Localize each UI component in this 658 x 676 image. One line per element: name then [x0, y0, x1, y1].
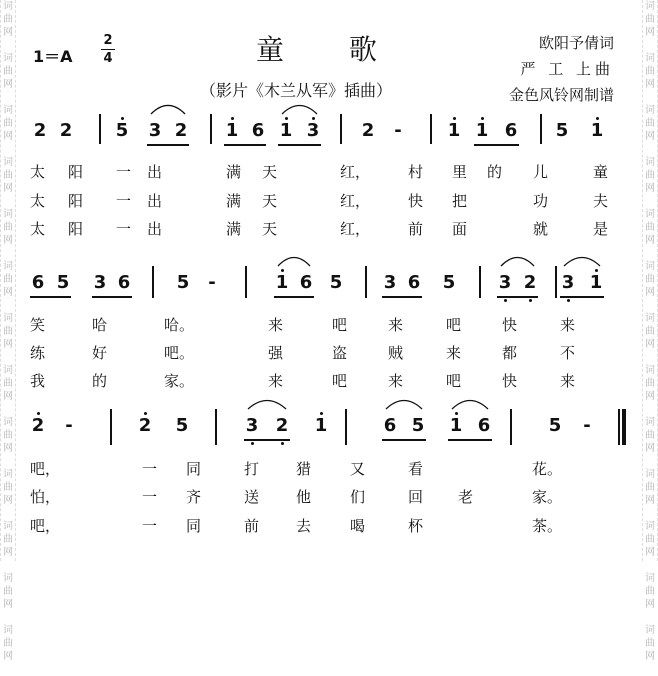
lyric-syllable: 来: [268, 372, 284, 390]
watermark-char: 词: [3, 261, 13, 272]
watermark-char: 网: [645, 391, 655, 402]
slur-arc: [386, 398, 422, 410]
watermark-char: 曲: [645, 14, 655, 25]
barline: [110, 409, 112, 445]
lyric-syllable: 一: [116, 192, 132, 210]
octave-dot: [231, 117, 234, 120]
barline: [365, 266, 367, 298]
note: 6: [504, 120, 518, 141]
watermark-char: 曲: [645, 274, 655, 285]
watermark-right: [642, 0, 658, 662]
watermark-char: 词: [645, 573, 655, 584]
lyric-syllable: 他: [296, 488, 312, 506]
lyric-syllable: 太: [30, 192, 46, 210]
lyric-syllable: 老: [458, 488, 474, 506]
barline: [99, 114, 101, 144]
note: 6: [383, 415, 397, 436]
note: 3: [93, 272, 107, 293]
slur-arc: [278, 255, 310, 267]
watermark-char: 曲: [3, 638, 13, 649]
note: 6: [117, 272, 131, 293]
time-signature: [101, 33, 115, 66]
octave-dot: [320, 412, 323, 415]
lyricist-credit: 欧阳予倩词: [538, 34, 614, 52]
watermark-char: 曲: [3, 534, 13, 545]
note: 2: [361, 120, 375, 141]
lyric-syllable: 打: [244, 460, 260, 478]
lyric-syllable: 的: [487, 163, 503, 181]
watermark-char: 曲: [645, 378, 655, 389]
note: 3: [561, 272, 575, 293]
watermark-char: 网: [3, 495, 13, 506]
lyric-syllable: 天: [262, 192, 278, 210]
note: 3: [498, 272, 512, 293]
watermark-char: 曲: [645, 534, 655, 545]
lyric-syllable: 出: [147, 163, 163, 181]
lyric-syllable: 喝: [350, 517, 366, 535]
octave-dot: [567, 299, 570, 302]
watermark-char: 网: [3, 651, 13, 662]
lyric-syllable: 杯: [408, 517, 424, 535]
watermark-char: 网: [645, 79, 655, 90]
note: 2: [31, 415, 45, 436]
lyric-syllable: 太: [30, 163, 46, 181]
note: 2: [33, 120, 47, 141]
watermark-char: 词: [3, 625, 13, 636]
lyric-syllable: 练: [30, 344, 46, 362]
watermark-char: 网: [3, 235, 13, 246]
note: 5: [56, 272, 70, 293]
slur-arc: [501, 255, 534, 267]
lyric-syllable: 看: [408, 460, 424, 478]
beam-line: [274, 296, 314, 298]
watermark-char: 网: [3, 287, 13, 298]
watermark-char: 网: [3, 599, 13, 610]
note: 1: [225, 120, 239, 141]
song-title: 童 歌: [256, 33, 405, 66]
lyric-syllable: 红，: [340, 192, 371, 210]
note: 2: [59, 120, 73, 141]
watermark-char: 词: [645, 157, 655, 168]
watermark-char: 网: [645, 131, 655, 142]
barline: [479, 266, 481, 298]
watermark-char: 词: [3, 157, 13, 168]
note: -: [394, 120, 402, 141]
lyric-syllable: 来: [388, 372, 404, 390]
lyric-syllable: 怕，: [30, 488, 61, 506]
watermark-char: 网: [3, 443, 13, 454]
lyric-syllable: 把: [452, 192, 468, 210]
note: 1: [275, 272, 289, 293]
octave-dot: [251, 442, 254, 445]
watermark-char: 曲: [645, 430, 655, 441]
lyric-syllable: 夫: [593, 192, 609, 210]
lyric-syllable: 的: [92, 372, 108, 390]
lyric-syllable: 阳: [68, 192, 84, 210]
lyric-syllable: 快: [502, 316, 518, 334]
lyric-syllable: 功: [533, 192, 549, 210]
beam-line: [382, 296, 422, 298]
final-barline: [618, 409, 620, 445]
watermark-char: 曲: [645, 118, 655, 129]
watermark-char: 曲: [645, 170, 655, 181]
watermark-char: 曲: [645, 638, 655, 649]
watermark-char: 曲: [3, 378, 13, 389]
lyric-syllable: 前: [244, 517, 260, 535]
note: 3: [383, 272, 397, 293]
watermark-char: 网: [645, 599, 655, 610]
note: 1: [475, 120, 489, 141]
watermark-char: 词: [645, 313, 655, 324]
time-sig-bottom: 4: [103, 51, 113, 66]
slur-arc: [282, 103, 317, 115]
lyric-syllable: 吧: [446, 316, 462, 334]
barline: [210, 114, 212, 144]
watermark-char: 曲: [645, 482, 655, 493]
lyric-syllable: 儿: [533, 163, 549, 181]
barline: [430, 114, 432, 144]
lyric-syllable: 来: [560, 316, 576, 334]
watermark-char: 词: [3, 521, 13, 532]
lyric-syllable: 出: [147, 192, 163, 210]
octave-dot: [144, 412, 147, 415]
lyric-syllable: 我: [30, 372, 46, 390]
octave-dot: [481, 117, 484, 120]
lyric-syllable: 不: [560, 344, 576, 362]
octave-dot: [455, 412, 458, 415]
watermark-char: 词: [645, 261, 655, 272]
watermark-char: 网: [645, 27, 655, 38]
subtitle: （影片《木兰从军》插曲）: [200, 81, 393, 100]
barline: [510, 409, 512, 445]
watermark-char: 词: [3, 469, 13, 480]
note: 3: [148, 120, 162, 141]
lyric-syllable: 同: [186, 460, 202, 478]
lyric-syllable: 一: [142, 460, 158, 478]
lyric-syllable: 阳: [68, 163, 84, 181]
lyric-syllable: 又: [350, 460, 366, 478]
lyric-syllable: 面: [452, 220, 468, 238]
watermark-char: 曲: [645, 222, 655, 233]
watermark-left: [0, 0, 16, 662]
lyric-syllable: 来: [446, 344, 462, 362]
lyric-syllable: 吧: [332, 372, 348, 390]
watermark-char: 曲: [3, 274, 13, 285]
watermark-char: 曲: [645, 586, 655, 597]
octave-dot: [285, 117, 288, 120]
watermark-char: 网: [645, 651, 655, 662]
watermark-char: 曲: [3, 66, 13, 77]
watermark-char: 词: [3, 209, 13, 220]
watermark-char: 网: [645, 443, 655, 454]
beam-line: [448, 439, 492, 441]
lyric-syllable: 盗: [332, 344, 348, 362]
slur-arc: [452, 398, 488, 410]
watermark-char: 曲: [3, 482, 13, 493]
note: 6: [407, 272, 421, 293]
lyric-syllable: 家。: [532, 488, 563, 506]
watermark-char: 词: [645, 1, 655, 12]
beam-line: [224, 144, 266, 146]
octave-dot: [453, 117, 456, 120]
slur-arc: [564, 255, 600, 267]
watermark-char: 网: [645, 547, 655, 558]
note: 3: [245, 415, 259, 436]
key-signature: 1＝A: [33, 47, 73, 66]
lyric-syllable: 阳: [68, 220, 84, 238]
beam-line: [92, 296, 132, 298]
lyric-syllable: 红，: [340, 163, 371, 181]
watermark-char: 词: [645, 521, 655, 532]
lyric-syllable: 吧。: [164, 344, 195, 362]
note: 6: [31, 272, 45, 293]
transcriber-credit: 金色风铃网制谱: [508, 86, 614, 104]
watermark-char: 词: [3, 573, 13, 584]
barline: [245, 266, 247, 298]
watermark-char: 曲: [3, 326, 13, 337]
note: 5: [548, 415, 562, 436]
lyric-syllable: 天: [262, 220, 278, 238]
watermark-char: 曲: [3, 118, 13, 129]
watermark-char: 网: [645, 339, 655, 350]
note: 5: [175, 415, 189, 436]
lyric-syllable: 强: [268, 344, 284, 362]
watermark-char: 词: [645, 625, 655, 636]
lyric-syllable: 一: [116, 163, 132, 181]
barline: [152, 266, 154, 298]
watermark-char: 网: [645, 235, 655, 246]
note: 1: [589, 272, 603, 293]
lyric-syllable: 红，: [340, 220, 371, 238]
note: 5: [555, 120, 569, 141]
octave-dot: [312, 117, 315, 120]
barline: [215, 409, 217, 445]
note: 1: [314, 415, 328, 436]
lyric-syllable: 童: [593, 163, 609, 181]
watermark-char: 网: [645, 287, 655, 298]
lyric-syllable: 送: [244, 488, 260, 506]
octave-dot: [121, 117, 124, 120]
lyric-syllable: 满: [226, 192, 242, 210]
watermark-char: 词: [3, 105, 13, 116]
lyric-syllable: 来: [560, 372, 576, 390]
octave-dot: [595, 269, 598, 272]
octave-dot: [596, 117, 599, 120]
lyric-syllable: 是: [593, 220, 609, 238]
lyric-syllable: 吧: [446, 372, 462, 390]
beam-line: [147, 144, 189, 146]
note: 1: [279, 120, 293, 141]
note: 5: [442, 272, 456, 293]
watermark-char: 词: [645, 365, 655, 376]
beam-line: [278, 144, 321, 146]
note: 5: [176, 272, 190, 293]
note: 2: [138, 415, 152, 436]
beam-line: [497, 296, 538, 298]
lyric-syllable: 家。: [164, 372, 195, 390]
watermark-char: 网: [3, 183, 13, 194]
note: 3: [306, 120, 320, 141]
lyric-syllable: 一: [142, 488, 158, 506]
lyric-syllable: 吧，: [30, 517, 61, 535]
lyric-syllable: 好: [92, 344, 108, 362]
watermark-char: 网: [3, 27, 13, 38]
lyric-syllable: 哈。: [164, 316, 195, 334]
watermark-char: 曲: [645, 326, 655, 337]
note: 5: [115, 120, 129, 141]
lyric-syllable: 都: [502, 344, 518, 362]
watermark-char: 网: [645, 495, 655, 506]
lyric-syllable: 来: [388, 316, 404, 334]
watermark-char: 曲: [3, 586, 13, 597]
lyric-syllable: 快: [408, 192, 424, 210]
lyric-syllable: 花。: [532, 460, 563, 478]
note: 2: [174, 120, 188, 141]
note: 6: [477, 415, 491, 436]
watermark-char: 网: [645, 183, 655, 194]
watermark-char: 词: [645, 469, 655, 480]
lyric-syllable: 茶。: [532, 517, 563, 535]
lyric-syllable: 快: [502, 372, 518, 390]
beam-line: [30, 296, 71, 298]
watermark-char: 网: [3, 391, 13, 402]
watermark-char: 网: [3, 131, 13, 142]
watermark-char: 曲: [645, 66, 655, 77]
lyric-syllable: 一: [142, 517, 158, 535]
note: 5: [329, 272, 343, 293]
watermark-char: 曲: [3, 170, 13, 181]
barline: [555, 266, 557, 298]
lyric-syllable: 满: [226, 163, 242, 181]
lyric-syllable: 前: [408, 220, 424, 238]
lyric-syllable: 回: [408, 488, 424, 506]
lyric-syllable: 村: [408, 163, 424, 181]
octave-dot: [37, 412, 40, 415]
lyric-syllable: 满: [226, 220, 242, 238]
beam-line: [474, 144, 519, 146]
lyric-syllable: 来: [268, 316, 284, 334]
barline: [540, 114, 542, 144]
barline: [345, 409, 347, 445]
note: 6: [299, 272, 313, 293]
lyric-syllable: 猎: [296, 460, 312, 478]
lyric-syllable: 同: [186, 517, 202, 535]
lyric-syllable: 吧，: [30, 460, 61, 478]
note: 2: [523, 272, 537, 293]
watermark-char: 词: [3, 1, 13, 12]
note: 5: [411, 415, 425, 436]
watermark-char: 词: [645, 209, 655, 220]
lyric-syllable: 哈: [92, 316, 108, 334]
note: 1: [590, 120, 604, 141]
watermark-char: 词: [645, 53, 655, 64]
lyric-syllable: 去: [296, 517, 312, 535]
lyric-syllable: 太: [30, 220, 46, 238]
watermark-char: 词: [645, 105, 655, 116]
lyric-syllable: 里: [452, 163, 468, 181]
note: 1: [447, 120, 461, 141]
lyric-syllable: 天: [262, 163, 278, 181]
time-sig-top: 2: [103, 33, 113, 48]
note: -: [65, 415, 73, 436]
note: 2: [275, 415, 289, 436]
watermark-char: 曲: [3, 430, 13, 441]
slur-arc: [248, 398, 286, 410]
lyric-syllable: 贼: [388, 344, 404, 362]
watermark-char: 曲: [3, 222, 13, 233]
watermark-char: 词: [3, 365, 13, 376]
lyric-syllable: 一: [116, 220, 132, 238]
octave-dot: [504, 299, 507, 302]
watermark-char: 词: [3, 417, 13, 428]
lyric-syllable: 出: [147, 220, 163, 238]
note: 6: [251, 120, 265, 141]
watermark-char: 词: [645, 417, 655, 428]
watermark-char: 网: [3, 79, 13, 90]
lyric-syllable: 们: [350, 488, 366, 506]
lyric-syllable: 笑: [30, 316, 46, 334]
note: 1: [449, 415, 463, 436]
watermark-char: 网: [3, 547, 13, 558]
composer-credit: 严 工 上曲: [520, 60, 614, 78]
note: -: [208, 272, 216, 293]
barline: [340, 114, 342, 144]
watermark-char: 词: [3, 313, 13, 324]
beam-line: [560, 296, 604, 298]
lyric-syllable: 吧: [332, 316, 348, 334]
watermark-char: 网: [3, 339, 13, 350]
slur-arc: [151, 103, 185, 115]
octave-dot: [529, 299, 532, 302]
octave-dot: [281, 269, 284, 272]
lyric-syllable: 就: [533, 220, 549, 238]
lyric-syllable: 齐: [186, 488, 202, 506]
watermark-char: 曲: [3, 14, 13, 25]
note: -: [583, 415, 591, 436]
beam-line: [382, 439, 426, 441]
watermark-char: 词: [3, 53, 13, 64]
octave-dot: [281, 442, 284, 445]
beam-line: [244, 439, 290, 441]
final-barline-thick: [622, 409, 626, 445]
